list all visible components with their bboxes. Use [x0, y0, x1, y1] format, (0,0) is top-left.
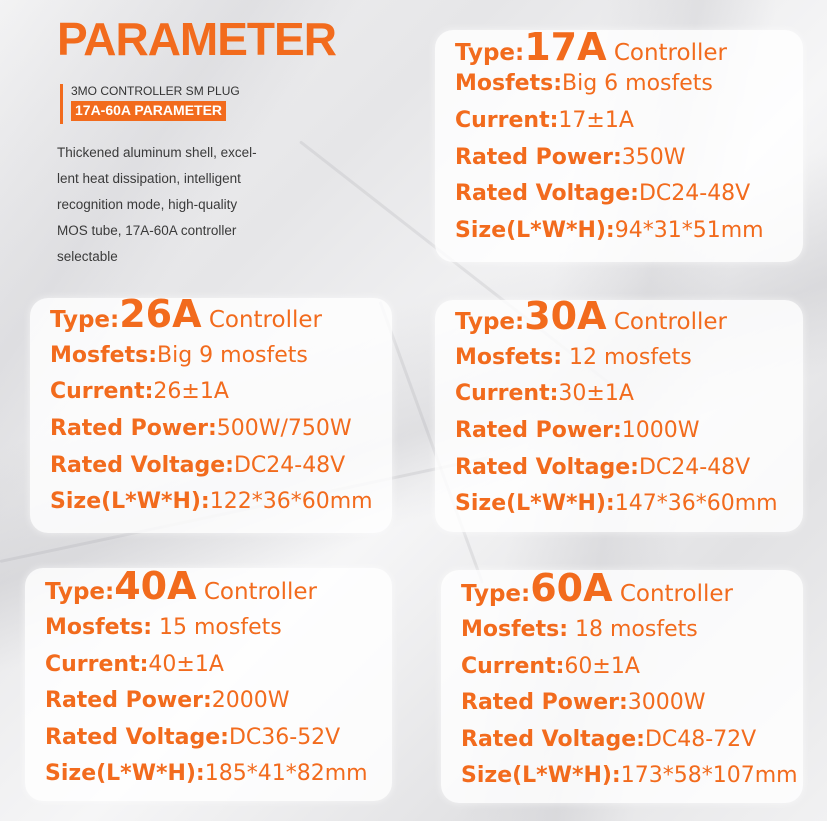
power-label: Rated Power: [455, 418, 622, 443]
size-row [455, 217, 764, 245]
mosfets-label: Mosfets: [461, 617, 569, 642]
current-value: 30±1A [558, 381, 634, 406]
current-label: Current: [50, 379, 154, 404]
size-label: Size(L*W*H): [455, 491, 615, 516]
voltage-row [461, 726, 756, 754]
size-label: Size(L*W*H): [45, 761, 205, 786]
page-title: PARAMETER [57, 13, 336, 65]
amp-value: 17A [524, 25, 607, 69]
current-label: Current: [45, 652, 149, 677]
current-row [50, 378, 229, 406]
voltage-value: DC24-48V [233, 453, 346, 478]
current-value: 60±1A [564, 654, 640, 679]
power-row [455, 144, 686, 172]
controller-label: Controller [613, 40, 727, 66]
mosfets-row [50, 342, 308, 370]
mosfets-label: Mosfets: [455, 345, 563, 370]
current-row [461, 653, 640, 681]
card-type-row [455, 294, 727, 338]
voltage-label: Rated Voltage: [461, 727, 645, 752]
type-label: Type: [455, 40, 525, 66]
voltage-label: Rated Voltage: [455, 181, 639, 206]
current-label: Current: [461, 654, 565, 679]
voltage-label: Rated Voltage: [45, 725, 229, 750]
card-type-row [455, 25, 727, 69]
card-type-row [45, 564, 317, 608]
spec-card-30a [435, 294, 803, 532]
power-row [461, 689, 706, 717]
type-label: Type: [50, 307, 120, 333]
size-value: 185*41*82mm [204, 761, 368, 786]
current-row [455, 107, 634, 135]
spec-card-26a [30, 292, 392, 533]
size-row [45, 760, 368, 788]
current-label: Current: [455, 381, 559, 406]
voltage-row [45, 724, 340, 752]
voltage-row [455, 180, 750, 208]
power-label: Rated Power: [45, 688, 212, 713]
subhead [60, 84, 283, 124]
voltage-label: Rated Voltage: [50, 453, 234, 478]
type-label: Type: [45, 579, 115, 605]
size-row [455, 490, 778, 518]
size-label: Size(L*W*H): [50, 489, 210, 514]
amp-value: 26A [119, 292, 202, 336]
current-value: 17±1A [558, 108, 634, 133]
intro-line: Thickened aluminum shell, excel- [57, 145, 257, 160]
controller-label: Controller [208, 307, 322, 333]
controller-label: Controller [619, 581, 733, 607]
voltage-label: Rated Voltage: [455, 455, 639, 480]
mosfets-row [461, 616, 698, 644]
type-label: Type: [461, 581, 531, 607]
parameter-badge: 17A-60A PARAMETER [71, 101, 226, 121]
spec-card-40a [25, 564, 392, 801]
size-row [50, 488, 373, 516]
mosfets-row [455, 70, 713, 98]
intro-line: MOS tube, 17A-60A controller [57, 223, 237, 238]
size-label: Size(L*W*H): [455, 218, 615, 243]
power-row [50, 415, 352, 443]
size-value: 94*31*51mm [614, 218, 764, 243]
voltage-value: DC36-52V [228, 725, 341, 750]
current-row [455, 380, 634, 408]
mosfets-value: Big 6 mosfets [562, 71, 713, 96]
card-type-row [461, 566, 733, 610]
mosfets-label: Mosfets: [455, 71, 563, 96]
mosfets-value: 15 mosfets [152, 615, 282, 640]
intro-line: selectable [57, 249, 118, 264]
intro-line: recognition mode, high-quality [57, 197, 238, 212]
power-label: Rated Power: [50, 416, 217, 441]
power-row [455, 417, 700, 445]
spec-card-17a [435, 25, 803, 262]
current-label: Current: [455, 108, 559, 133]
power-value: 1000W [621, 418, 700, 443]
mosfets-value: Big 9 mosfets [157, 343, 308, 368]
voltage-value: DC24-48V [638, 455, 751, 480]
mosfets-value: 12 mosfets [562, 345, 692, 370]
size-row [461, 762, 798, 790]
type-label: Type: [455, 309, 525, 335]
mosfets-row [455, 344, 692, 372]
subtitle: 3MO CONTROLLER SM PLUG [71, 84, 240, 98]
mosfets-label: Mosfets: [50, 343, 158, 368]
current-row [45, 651, 224, 679]
controller-label: Controller [613, 309, 727, 335]
mosfets-value: 18 mosfets [568, 617, 698, 642]
voltage-row [455, 454, 750, 482]
power-label: Rated Power: [461, 690, 628, 715]
current-value: 40±1A [148, 652, 224, 677]
intro-line: lent heat dissipation, intelligent [57, 171, 241, 186]
power-row [45, 687, 290, 715]
size-value: 173*58*107mm [620, 763, 798, 788]
card-type-row [50, 292, 322, 336]
amp-value: 40A [114, 564, 197, 608]
power-value: 350W [621, 145, 686, 170]
amp-value: 30A [524, 294, 607, 338]
size-label: Size(L*W*H): [461, 763, 621, 788]
mosfets-label: Mosfets: [45, 615, 153, 640]
power-value: 3000W [627, 690, 706, 715]
power-value: 500W/750W [216, 416, 352, 441]
power-value: 2000W [211, 688, 290, 713]
controller-label: Controller [203, 579, 317, 605]
power-label: Rated Power: [455, 145, 622, 170]
size-value: 147*36*60mm [614, 491, 778, 516]
amp-value: 60A [530, 566, 613, 610]
voltage-row [50, 452, 345, 480]
spec-card-60a [441, 566, 803, 803]
size-value: 122*36*60mm [209, 489, 373, 514]
voltage-value: DC24-48V [638, 181, 751, 206]
voltage-value: DC48-72V [644, 727, 757, 752]
mosfets-row [45, 614, 282, 642]
intro-text [57, 140, 292, 270]
current-value: 26±1A [153, 379, 229, 404]
